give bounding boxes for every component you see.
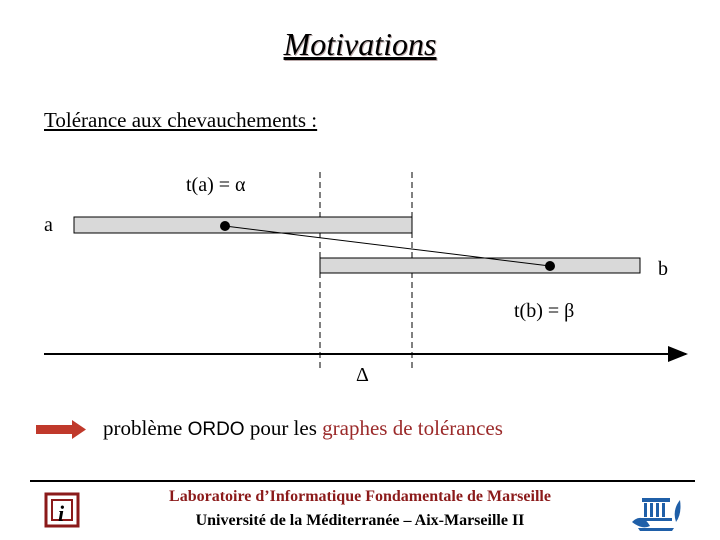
conclusion-part4: graphes de tolérances	[322, 416, 503, 440]
footer-divider	[30, 480, 695, 482]
conclusion-part2: ORDO	[187, 419, 245, 440]
point-b	[545, 261, 555, 271]
label-delta: Δ	[356, 364, 369, 386]
university-logo-icon	[628, 492, 684, 532]
slide-subtitle: Tolérance aux chevauchements :	[44, 108, 318, 132]
slide-title: Motivations	[283, 26, 437, 62]
label-b: b	[658, 258, 668, 280]
conclusion-text	[103, 416, 503, 441]
conclusion-part3: pour les	[244, 416, 323, 440]
label-tb: t(b) = β	[514, 300, 575, 322]
footer-university-name: Université de la Méditerranée – Aix-Marseille II	[195, 512, 525, 529]
interval-bar-b	[320, 258, 640, 273]
label-ta: t(a) = α	[186, 174, 246, 196]
lif-logo-letter: i	[58, 501, 65, 526]
interval-bar-a	[74, 217, 412, 233]
red-arrow-icon	[36, 420, 86, 439]
label-a: a	[44, 214, 53, 236]
point-a	[220, 221, 230, 231]
conclusion-part1: problème	[103, 416, 188, 440]
footer-lab-name: Laboratoire d’Informatique Fondamentale de Marseille	[169, 488, 551, 505]
